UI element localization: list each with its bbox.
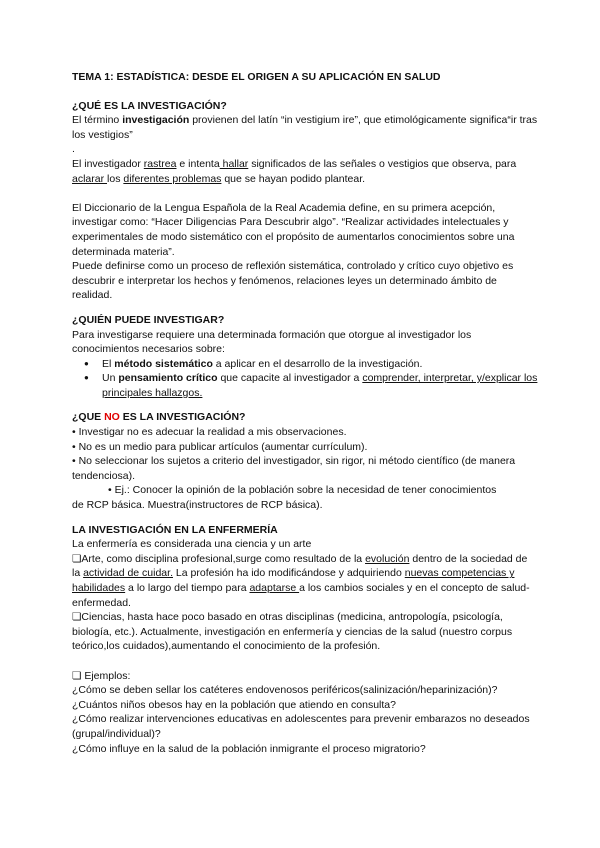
paragraph: El Diccionario de la Lengua Española de la Real Academia define, en su primera acepción, investigar como: “Hacer Diligencias Para Descubrir algo”. “Realizar actividades intelectuales y experimentales de modo sistemático con el propósito de aumentarlos conocimientos sobre una determinada materia”.	[72, 201, 515, 258]
document-title: TEMA 1: ESTADÍSTICA: DESDE EL ORIGEN A SU APLICACIÓN EN SALUD	[72, 71, 441, 83]
example-question: ¿Cómo realizar intervenciones educativas en adolescentes para prevenir embarazos no deseados (grupal/individual)?	[72, 713, 530, 740]
paragraph: ❏Ciencias, hasta hace poco basado en otras disciplinas (medicina, antropología, psicología, biología, etc.). Actualmente, investigación en enfermería y ciencias de la salud (nuestro corpus teórico,los cuidados),aumentando el conocimiento de la profesión.	[72, 611, 513, 653]
example-question: ¿Cuántos niños obesos hay en la población que atiendo en consulta?	[72, 698, 396, 711]
list-item: ● El método sistemático a aplicar en el desarrollo de la investigación.	[84, 357, 538, 372]
list-item: • No es un medio para publicar artículos (aumentar currículum).	[72, 440, 368, 453]
paragraph: .	[72, 143, 75, 156]
paragraph: ❏Arte, como disciplina profesional,surge como resultado de la evolución dentro de la sociedad de la actividad de cuidar. La profesión ha ido modificándose y adquiriendo nuevas competencias y habilidades a lo largo del tiempo para adaptarse a los cambios sociales y en el concepto de salud-enfermedad.	[72, 552, 530, 609]
examples-label: ❏ Ejemplos:	[72, 669, 131, 682]
section-what-is-not-research	[72, 410, 538, 512]
section-research-in-nursing	[72, 523, 538, 654]
document-page	[72, 70, 538, 756]
example-question: ¿Cómo influye en la salud de la población inmigrante el proceso migratorio?	[72, 742, 426, 755]
section-what-is-research	[72, 99, 538, 303]
section-heading: ¿QUIÉN PUEDE INVESTIGAR?	[72, 313, 225, 326]
paragraph: La enfermería es considerada una ciencia y un arte	[72, 538, 312, 551]
paragraph: El término investigación provienen del latín “in vestigium ire”, que etimológicamente significa“ir tras los vestigios”	[72, 114, 538, 141]
section-examples	[72, 669, 538, 757]
list-item: • No seleccionar los sujetos a criterio del investigador, sin rigor, ni método científico (de manera tendenciosa).	[72, 455, 516, 482]
paragraph: El investigador rastrea e intenta hallar significados de las señales o vestigios que observa, para aclarar los diferentes problemas que se hayan podido plantear.	[72, 157, 517, 185]
bullet-list	[72, 357, 538, 401]
section-who-can-research	[72, 313, 538, 401]
list-item: • Ej.: Conocer la opinión de la población sobre la necesidad de tener conocimientos	[108, 484, 497, 497]
paragraph: Para investigarse requiere una determinada formación que otorgue al investigador los conocimientos necesarios sobre:	[72, 328, 472, 356]
section-heading: ¿QUÉ ES LA INVESTIGACIÓN?	[72, 99, 227, 112]
section-heading: LA INVESTIGACIÓN EN LA ENFERMERÍA	[72, 523, 278, 536]
list-item: ● Un pensamiento crítico que capacite al investigador a comprender, interpretar, y/explicar los principales hallazgos.	[84, 371, 538, 400]
list-item: • Investigar no es adecuar la realidad a mis observaciones.	[72, 426, 347, 439]
paragraph: Puede definirse como un proceso de reflexión sistemática, controlado y crítico cuyo objetivo es descubrir e interpretar los hechos y fenómenos, relaciones leyes un determinado ámbito de realidad.	[72, 260, 514, 302]
list-item: de RCP básica. Muestra(instructores de RCP básica).	[72, 499, 323, 512]
section-heading: ¿QUE NO ES LA INVESTIGACIÓN?	[72, 411, 246, 424]
example-question: ¿Cómo se deben sellar los catéteres endovenosos periféricos(salinización/heparinización)?	[72, 684, 498, 697]
